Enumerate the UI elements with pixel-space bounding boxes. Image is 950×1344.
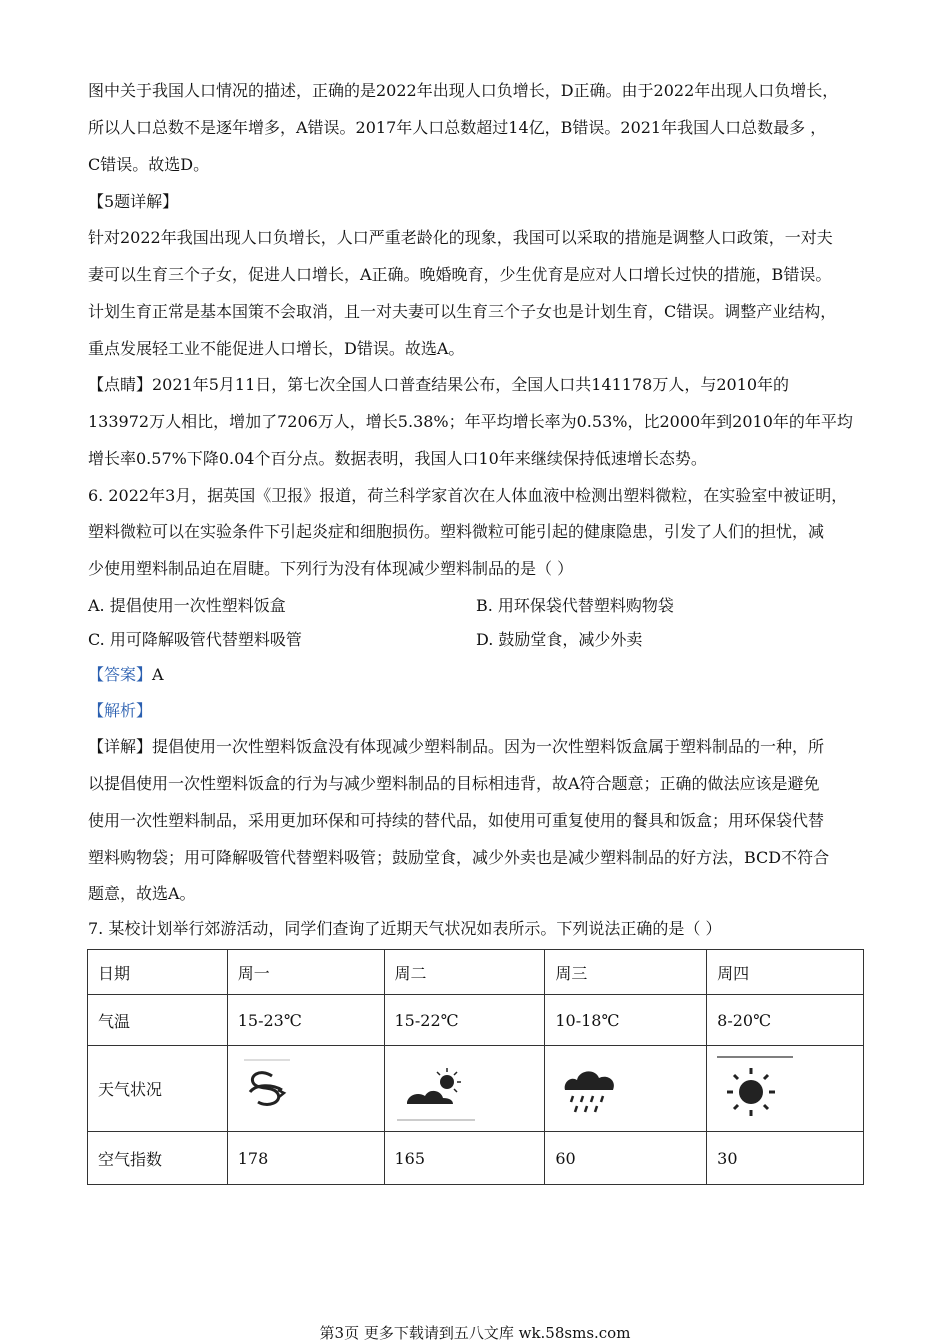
paragraph-line: 计划生育正常是基本国策不会取消，且一对夫妻可以生育三个子女也是计划生育，C错误。调整产业结构， — [88, 302, 837, 321]
weather-cell — [227, 1046, 384, 1132]
aqi-cell: 165 — [384, 1132, 545, 1185]
detail-text: 提倡使用一次性塑料饭盒没有体现减少塑料制品。因为一次性塑料饭盒属于塑料制品的一种，所 — [152, 737, 825, 756]
table-row — [88, 950, 864, 995]
temp-cell: 15-22℃ — [384, 995, 545, 1046]
paragraph-line: 妻可以生育三个子女，促进人口增长，A正确。晚婚晚育，少生优育是应对人口增长过快的措施，B错误。 — [88, 265, 832, 284]
paragraph-line: 增长率0.57%下降0.04个百分点。数据表明，我国人口10年来继续保持低速增长态势。 — [88, 449, 707, 468]
header-cell: 周二 — [384, 950, 545, 995]
option-d: D. 鼓励堂食，减少外卖 — [476, 630, 643, 649]
temp-cell: 15-23℃ — [227, 995, 384, 1046]
paragraph-line: 重点发展轻工业不能促进人口增长，D错误。故选A。 — [88, 339, 465, 358]
row-label: 天气状况 — [88, 1046, 228, 1132]
aqi-cell: 178 — [227, 1132, 384, 1185]
answer-label: 【答案】 — [88, 665, 153, 684]
partly-cloudy-icon — [395, 1054, 485, 1124]
question-6-line: 塑料微粒可以在实验条件下引起炎症和细胞损伤。塑料微粒可能引起的健康隐患，引发了人们的担忧，减 — [88, 522, 825, 541]
detail-line — [88, 737, 878, 757]
header-cell: 周三 — [545, 950, 707, 995]
aqi-cell: 60 — [545, 1132, 707, 1185]
paragraph-line: C错误。故选D。 — [88, 155, 210, 174]
table-row — [88, 995, 864, 1046]
paragraph-line: 所以人口总数不是逐年增多，A错误。2017年人口总数超过14亿，B错误。2021年我国人口总数最多 ， — [88, 118, 827, 137]
page-footer: 第3页 更多下载请到五八文库 wk.58sms.com — [319, 1324, 631, 1342]
paragraph-line: 【点睛】2021年5月11日，第七次全国人口普查结果公布，全国人口共141178万人，与2010年的 — [88, 375, 790, 394]
temp-cell: 8-20℃ — [707, 995, 864, 1046]
paragraph-line: 图中关于我国人口情况的描述，正确的是2022年出现人口负增长，D正确。由于2022年出现人口负增长， — [88, 81, 839, 100]
option-b: B. 用环保袋代替塑料购物袋 — [476, 596, 674, 615]
rain-icon — [555, 1054, 625, 1124]
detail-line: 使用一次性塑料制品，采用更加环保和可持续的替代品，如使用可重复使用的餐具和饭盒；用环保袋代替 — [88, 811, 825, 830]
header-cell: 周一 — [227, 950, 384, 995]
answer-line — [88, 665, 878, 685]
detail-label: 【详解】 — [88, 737, 153, 756]
sunny-icon — [717, 1054, 797, 1124]
table-row — [88, 1132, 864, 1185]
temp-cell: 10-18℃ — [545, 995, 707, 1046]
row-label: 空气指数 — [88, 1132, 228, 1185]
answer-value: A — [152, 665, 164, 684]
analysis-label: 【解析】 — [88, 701, 153, 720]
aqi-cell: 30 — [707, 1132, 864, 1185]
detail-line: 题意，故选A。 — [88, 884, 196, 903]
typhoon-icon — [238, 1054, 298, 1124]
detail-line: 塑料购物袋；用可降解吸管代替塑料吸管；鼓励堂食，减少外卖也是减少塑料制品的好方法，BCD不符合 — [88, 848, 830, 867]
weather-cell — [545, 1046, 707, 1132]
detail-line: 以提倡使用一次性塑料饭盒的行为与减少塑料制品的目标相违背，故A符合题意；正确的做法应该是避免 — [88, 774, 820, 793]
question-6-line: 6. 2022年3月，据英国《卫报》报道，荷兰科学家首次在人体血液中检测出塑料微粒，在实验室中被证明， — [88, 486, 848, 505]
weather-cell — [384, 1046, 545, 1132]
table-row — [88, 1046, 864, 1132]
q5-detail-heading: 【5题详解】 — [88, 192, 179, 211]
paragraph-line: 针对2022年我国出现人口负增长，人口严重老龄化的现象，我国可以采取的措施是调整人口政策，一对夫 — [88, 228, 833, 247]
header-cell: 日期 — [88, 950, 228, 995]
question-6-line: 少使用塑料制品迫在眉睫。下列行为没有体现减少塑料制品的是（ ） — [88, 559, 574, 578]
paragraph-line: 133972万人相比，增加了7206万人，增长5.38%；年平均增长率为0.53%，比2000年到2010年的年平均 — [88, 412, 853, 431]
option-a: A. 提倡使用一次性塑料饭盒 — [88, 596, 286, 615]
row-label: 气温 — [88, 995, 228, 1046]
option-c: C. 用可降解吸管代替塑料吸管 — [88, 630, 302, 649]
question-7: 7. 某校计划举行郊游活动，同学们查询了近期天气状况如表所示。下列说法正确的是（ ） — [88, 919, 722, 938]
weather-cell — [707, 1046, 864, 1132]
header-cell: 周四 — [707, 950, 864, 995]
weather-table — [87, 949, 864, 1185]
